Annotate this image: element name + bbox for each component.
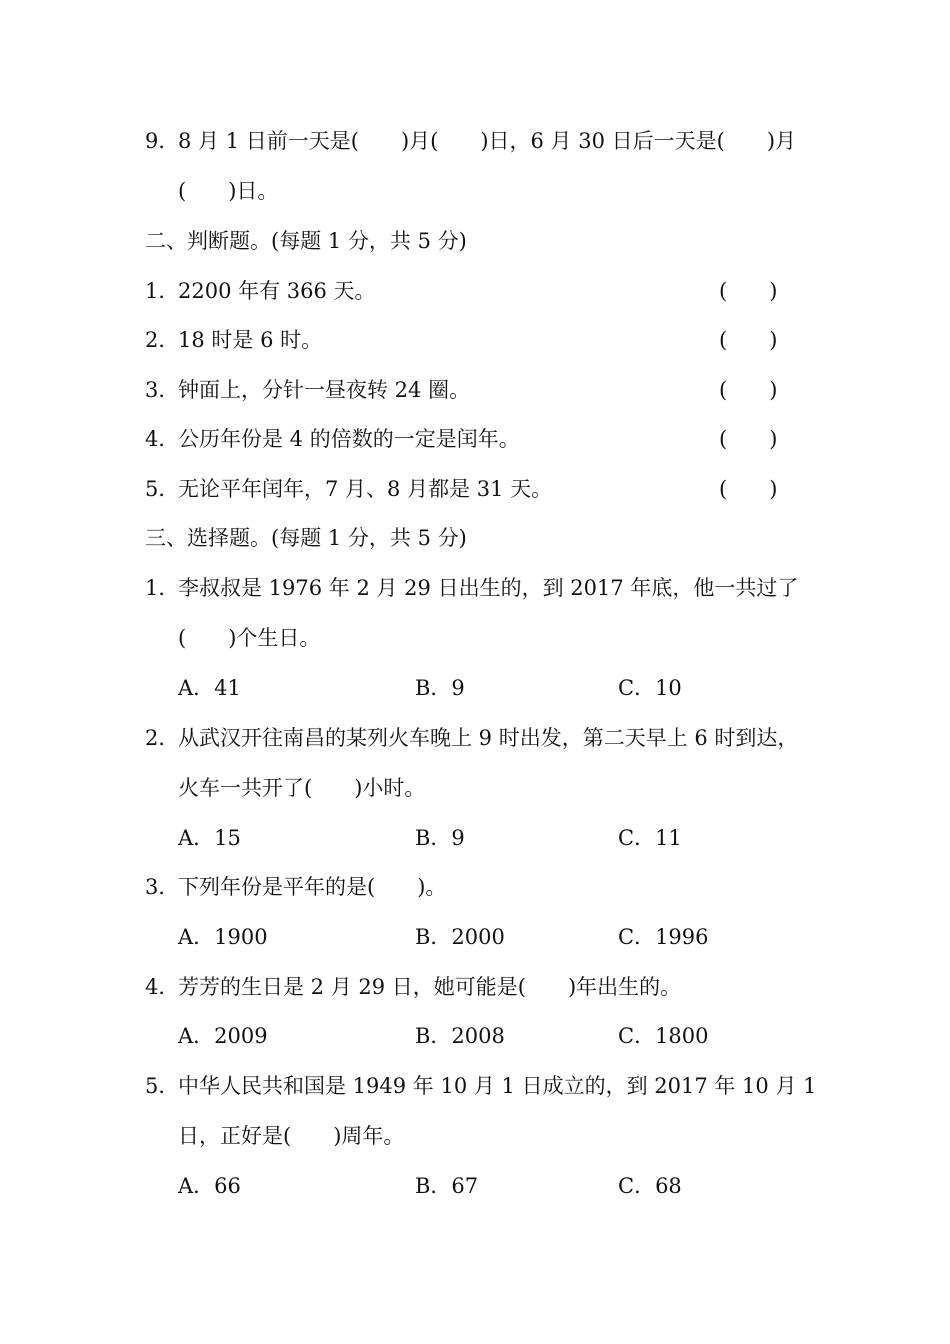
question-text-line1: 芳芳的生日是 2 月 29 日，她可能是( )年出生的。: [178, 975, 682, 999]
option-a[interactable]: A．1900: [178, 925, 268, 949]
question-text-line2: 火车一共开了( )小时。: [178, 776, 426, 800]
item-number: 3．: [145, 378, 180, 402]
answer-blank[interactable]: ( ): [719, 477, 778, 501]
option-a[interactable]: A．15: [178, 826, 241, 850]
question-text-line2: 日，正好是( )周年。: [178, 1124, 405, 1148]
question-text-line2: ( )个生日。: [178, 626, 321, 650]
option-a[interactable]: A．66: [178, 1174, 241, 1198]
option-a[interactable]: A．41: [178, 676, 241, 700]
option-c[interactable]: C．11: [618, 826, 682, 850]
item-text: 2200 年有 366 天。: [178, 279, 376, 303]
question-number: 1．: [145, 576, 180, 600]
question-number: 5．: [145, 1074, 180, 1098]
option-c[interactable]: C．1800: [618, 1024, 709, 1048]
option-c[interactable]: C．10: [618, 676, 682, 700]
question-text-line1: 8 月 1 日前一天是( )月( )日，6 月 30 日后一天是( )月: [178, 129, 797, 153]
answer-blank[interactable]: ( ): [719, 378, 778, 402]
option-b[interactable]: B．2008: [415, 1024, 505, 1048]
option-b[interactable]: B．9: [415, 826, 465, 850]
item-text: 公历年份是 4 的倍数的一定是闰年。: [178, 427, 520, 451]
question-number: 3．: [145, 875, 180, 899]
question-number: 9．: [145, 129, 180, 153]
option-b[interactable]: B．9: [415, 676, 465, 700]
option-c[interactable]: C．68: [618, 1174, 682, 1198]
question-number: 4．: [145, 975, 180, 999]
item-number: 4．: [145, 427, 180, 451]
answer-blank[interactable]: ( ): [719, 279, 778, 303]
section-heading-choice: 三、选择题。(每题 1 分，共 5 分): [145, 526, 467, 550]
item-text: 无论平年闰年，7 月、8 月都是 31 天。: [178, 477, 553, 501]
item-number: 2．: [145, 328, 180, 352]
question-text-line1: 下列年份是平年的是( )。: [178, 875, 447, 899]
option-b[interactable]: B．67: [415, 1174, 479, 1198]
item-text: 钟面上，分针一昼夜转 24 圈。: [178, 378, 471, 402]
item-number: 1．: [145, 279, 180, 303]
option-a[interactable]: A．2009: [178, 1024, 268, 1048]
question-text-line1: 从武汉开往南昌的某列火车晚上 9 时出发，第二天早上 6 时到达，: [178, 726, 799, 750]
question-text-line1: 李叔叔是 1976 年 2 月 29 日出生的，到 2017 年底，他一共过了: [178, 576, 799, 600]
item-text: 18 时是 6 时。: [178, 328, 323, 352]
question-number: 2．: [145, 726, 180, 750]
answer-blank[interactable]: ( ): [719, 427, 778, 451]
question-text-line1: 中华人民共和国是 1949 年 10 月 1 日成立的，到 2017 年 10 月 1: [178, 1074, 817, 1098]
item-number: 5．: [145, 477, 180, 501]
option-b[interactable]: B．2000: [415, 925, 505, 949]
section-heading-judgment: 二、判断题。(每题 1 分，共 5 分): [145, 229, 467, 253]
answer-blank[interactable]: ( ): [719, 328, 778, 352]
question-text-line2: ( )日。: [178, 179, 279, 203]
option-c[interactable]: C．1996: [618, 925, 709, 949]
